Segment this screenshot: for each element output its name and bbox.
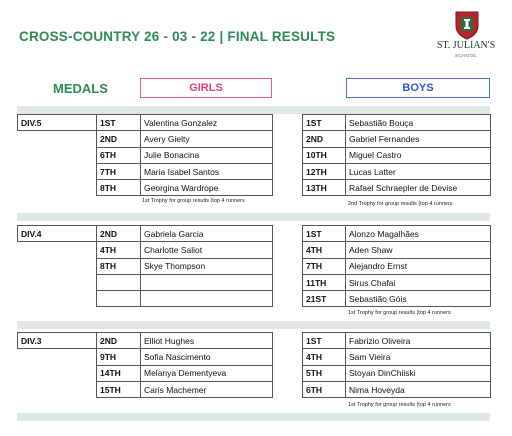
school-logo	[430, 10, 502, 62]
runner-name: Gabriela Garcia	[141, 226, 273, 242]
place-cell: 7TH	[303, 258, 346, 274]
section-band	[17, 106, 490, 114]
table-row	[18, 115, 273, 131]
place-cell: 8TH	[97, 180, 141, 196]
runner-name	[141, 274, 273, 290]
section-band	[17, 213, 490, 221]
table-row	[303, 291, 491, 307]
trophy-note: 1st Trophy for group results (top 4 runners	[348, 310, 451, 316]
division-label: DIV.5	[18, 115, 97, 131]
table-row	[18, 226, 273, 242]
logo-name: ST. JULIAN'S	[436, 40, 496, 51]
table-row	[18, 180, 273, 196]
runner-name: Sam Vieira	[346, 349, 491, 365]
table-row	[18, 349, 273, 365]
table-row	[303, 381, 491, 397]
table-row	[303, 242, 491, 258]
runner-name: Julie Bonacina	[141, 147, 273, 163]
table-row	[18, 163, 273, 179]
table-row	[18, 147, 273, 163]
runner-name: Sebastião Góis	[346, 291, 491, 307]
place-cell: 1ST	[303, 333, 346, 349]
trophy-note: 1st Trophy for group results (top 4 runners	[142, 198, 245, 204]
table-row	[303, 226, 491, 242]
runner-name: Alonzo Magalhães	[346, 226, 491, 242]
runner-name: Sofia Nascimento	[141, 349, 273, 365]
runner-name: Rafael Schraepler de Devise	[346, 180, 491, 196]
girls-heading: GIRLS	[140, 78, 272, 98]
runner-name: Caris Machemer	[141, 381, 273, 397]
div5-boys-table	[302, 114, 491, 196]
place-cell: 13TH	[303, 180, 346, 196]
place-cell: 6TH	[303, 381, 346, 397]
runner-name: Elliot Hughes	[141, 333, 273, 349]
place-cell: 9TH	[97, 349, 141, 365]
runner-name: Miguel Castro	[346, 147, 491, 163]
division-label: DIV.4	[18, 226, 97, 242]
trophy-note: 1st Trophy for group results (top 4 runners	[348, 402, 451, 408]
runner-name	[141, 291, 273, 307]
table-row	[18, 242, 273, 258]
table-row	[18, 381, 273, 397]
table-row	[18, 291, 273, 307]
table-row	[303, 147, 491, 163]
place-cell: 1ST	[97, 115, 141, 131]
runner-name: Georgina Wardrope	[141, 180, 273, 196]
table-row	[18, 258, 273, 274]
trophy-note: 2nd Trophy for group results (top 4 runners	[348, 201, 453, 207]
place-cell: 21ST	[303, 291, 346, 307]
place-cell	[97, 274, 141, 290]
place-cell: 10TH	[303, 147, 346, 163]
place-cell: 4TH	[303, 242, 346, 258]
place-cell: 14TH	[97, 365, 141, 381]
runner-name: Maria Isabel Santos	[141, 163, 273, 179]
runner-name: Avery Gielty	[141, 131, 273, 147]
runner-name: Valentina Gonzalez	[141, 115, 273, 131]
table-row	[18, 131, 273, 147]
table-row	[303, 365, 491, 381]
runner-name: Charlotte Saliot	[141, 242, 273, 258]
place-cell: 11TH	[303, 274, 346, 290]
runner-name: Gabriel Fernandes	[346, 131, 491, 147]
table-row	[303, 274, 491, 290]
place-cell: 2ND	[97, 226, 141, 242]
place-cell: 2ND	[97, 131, 141, 147]
div4-boys-table	[302, 225, 491, 307]
logo-subtitle: SCHOOL	[454, 53, 477, 58]
runner-name: Fabrizio Oliveira	[346, 333, 491, 349]
place-cell: 4TH	[97, 242, 141, 258]
table-row	[303, 333, 491, 349]
division-label: DIV.3	[18, 333, 97, 349]
place-cell: 12TH	[303, 163, 346, 179]
table-row	[303, 131, 491, 147]
runner-name: Aden Shaw	[346, 242, 491, 258]
table-row	[18, 333, 273, 349]
div3-girls-table	[17, 332, 273, 398]
table-row	[18, 365, 273, 381]
runner-name: Lucas Latter	[346, 163, 491, 179]
place-cell	[97, 291, 141, 307]
page-title: CROSS-COUNTRY 26 - 03 - 22 | FINAL RESULTS	[19, 29, 336, 44]
table-row	[303, 115, 491, 131]
place-cell: 2ND	[97, 333, 141, 349]
table-row	[303, 180, 491, 196]
place-cell: 1ST	[303, 115, 346, 131]
runner-name: Melanya Dementyeva	[141, 365, 273, 381]
section-band	[17, 413, 490, 421]
school-crest-icon	[452, 10, 482, 40]
runner-name: Skye Thompson	[141, 258, 273, 274]
medals-heading: MEDALS	[53, 81, 108, 96]
place-cell: 6TH	[97, 147, 141, 163]
runner-name: Nima Hoveyda	[346, 381, 491, 397]
place-cell: 8TH	[97, 258, 141, 274]
place-cell: 7TH	[97, 163, 141, 179]
place-cell: 5TH	[303, 365, 346, 381]
boys-heading: BOYS	[346, 78, 490, 98]
place-cell: 15TH	[97, 381, 141, 397]
section-band	[17, 321, 490, 329]
place-cell: 2ND	[303, 131, 346, 147]
div4-girls-table	[17, 225, 273, 307]
table-row	[303, 258, 491, 274]
table-row	[18, 274, 273, 290]
runner-name: Sirus Chafai	[346, 274, 491, 290]
div3-boys-table	[302, 332, 491, 398]
place-cell: 4TH	[303, 349, 346, 365]
place-cell: 1ST	[303, 226, 346, 242]
table-row	[303, 163, 491, 179]
div5-girls-table	[17, 114, 273, 196]
runner-name: Alejandro Ernst	[346, 258, 491, 274]
runner-name: Stoyan DinChiiski	[346, 365, 491, 381]
runner-name: Sebastião Bouça	[346, 115, 491, 131]
table-row	[303, 349, 491, 365]
